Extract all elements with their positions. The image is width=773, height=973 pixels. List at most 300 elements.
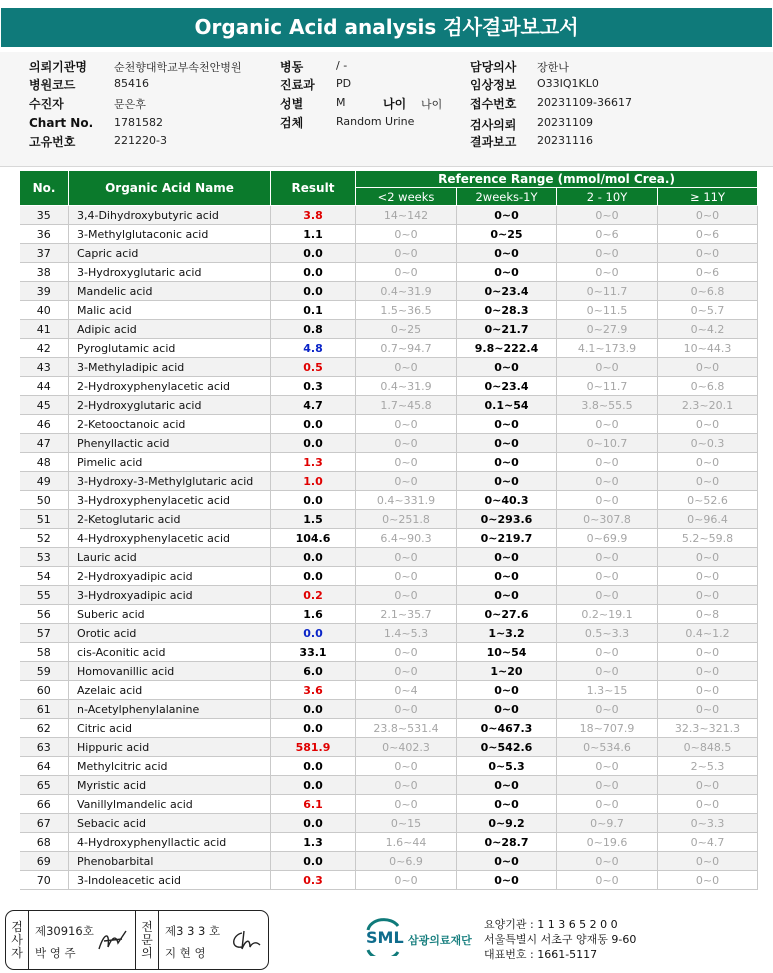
row-no: 67 (20, 814, 69, 833)
row-range-2weeks-1y: 0~0 (457, 358, 557, 377)
row-range-2-10y: 0~0 (557, 263, 658, 282)
row-result: 0.0 (271, 263, 356, 282)
row-range-2weeks-1y: 0~23.4 (457, 377, 557, 396)
table-row (20, 377, 758, 396)
row-range-11y: 0~0.3 (658, 434, 758, 453)
examiner-signature-icon (96, 927, 130, 953)
row-result: 6.0 (271, 662, 356, 681)
row-range-2weeks-1y: 1~20 (457, 662, 557, 681)
row-range-under-2-weeks: 0~0 (356, 643, 457, 662)
row-range-2-10y: 0~0 (557, 586, 658, 605)
patient-name-value: 문은후 (114, 98, 146, 111)
row-name: Lauric acid (69, 548, 271, 567)
row-name: Myristic acid (69, 776, 271, 795)
row-result: 1.1 (271, 225, 356, 244)
row-range-under-2-weeks: 0~0 (356, 871, 457, 890)
row-result: 0.3 (271, 871, 356, 890)
report-date-value: 20231116 (537, 134, 593, 147)
row-no: 55 (20, 586, 69, 605)
row-no: 58 (20, 643, 69, 662)
table-row (20, 719, 758, 738)
row-range-11y: 0~0 (658, 415, 758, 434)
row-range-under-2-weeks: 0.4~331.9 (356, 491, 457, 510)
row-range-11y: 0~0 (658, 871, 758, 890)
row-range-2-10y: 0~11.5 (557, 301, 658, 320)
row-range-11y: 0~6 (658, 225, 758, 244)
row-range-2-10y: 0~0 (557, 453, 658, 472)
row-range-11y: 32.3~321.3 (658, 719, 758, 738)
row-result: 0.2 (271, 586, 356, 605)
row-no: 59 (20, 662, 69, 681)
row-no: 38 (20, 263, 69, 282)
row-range-2-10y: 0~0 (557, 776, 658, 795)
row-range-2weeks-1y: 0~219.7 (457, 529, 557, 548)
report-title: Organic Acid analysis 검사결과보고서 (1, 8, 772, 47)
row-range-11y: 0~0 (658, 776, 758, 795)
row-range-2-10y: 0~0 (557, 567, 658, 586)
row-name: Sebacic acid (69, 814, 271, 833)
table-row (20, 681, 758, 700)
row-range-under-2-weeks: 0~402.3 (356, 738, 457, 757)
row-range-2-10y: 4.1~173.9 (557, 339, 658, 358)
row-range-2-10y: 0~0 (557, 548, 658, 567)
row-no: 45 (20, 396, 69, 415)
row-range-11y: 0.4~1.2 (658, 624, 758, 643)
table-row (20, 415, 758, 434)
table-row (20, 529, 758, 548)
dept-label: 진료과 (280, 78, 315, 92)
table-row (20, 301, 758, 320)
row-range-11y: 0~0 (658, 567, 758, 586)
row-range-2weeks-1y: 0~0 (457, 244, 557, 263)
row-range-2weeks-1y: 0~0 (457, 586, 557, 605)
header-range-11y: ≥ 11Y (658, 188, 758, 206)
row-range-2-10y: 0~0 (557, 358, 658, 377)
header-no: No. (20, 171, 69, 206)
hospital-code-label: 병원코드 (29, 78, 76, 92)
table-row (20, 624, 758, 643)
row-range-under-2-weeks: 0~0 (356, 662, 457, 681)
row-range-2weeks-1y: 0~0 (457, 434, 557, 453)
row-no: 70 (20, 871, 69, 890)
row-no: 63 (20, 738, 69, 757)
row-no: 57 (20, 624, 69, 643)
reviewer-signature-icon (228, 927, 262, 953)
patient-info-panel (0, 52, 773, 167)
table-row (20, 605, 758, 624)
table-row (20, 700, 758, 719)
specimen-value: Random Urine (336, 115, 415, 128)
sex-value: M (336, 96, 346, 109)
row-range-2weeks-1y: 0~0 (457, 472, 557, 491)
doctor-value: 장한나 (537, 61, 569, 74)
row-range-under-2-weeks: 0~0 (356, 415, 457, 434)
row-name: 3,4-Dihydroxybutyric acid (69, 206, 271, 225)
row-no: 50 (20, 491, 69, 510)
care-code: 요양기관 : 1 1 3 6 5 2 0 0 (484, 918, 618, 931)
ward-label: 병동 (280, 60, 304, 74)
table-row (20, 586, 758, 605)
institution-value: 순천향대학교부속천안병원 (114, 61, 242, 74)
row-range-2-10y: 0~9.7 (557, 814, 658, 833)
row-result: 1.3 (271, 453, 356, 472)
row-range-11y: 0~5.7 (658, 301, 758, 320)
row-range-2-10y: 1.3~15 (557, 681, 658, 700)
header-range-under-2-weeks: <2 weeks (356, 188, 457, 206)
row-no: 42 (20, 339, 69, 358)
row-name: 2-Ketoglutaric acid (69, 510, 271, 529)
row-range-2weeks-1y: 0~27.6 (457, 605, 557, 624)
footer (0, 906, 773, 973)
row-range-2weeks-1y: 0~0 (457, 206, 557, 225)
row-no: 65 (20, 776, 69, 795)
row-result: 0.0 (271, 757, 356, 776)
row-name: 3-Methyladipic acid (69, 358, 271, 377)
row-name: Phenobarbital (69, 852, 271, 871)
table-row (20, 852, 758, 871)
row-result: 0.8 (271, 320, 356, 339)
row-name: Capric acid (69, 244, 271, 263)
row-range-under-2-weeks: 14~142 (356, 206, 457, 225)
table-row (20, 491, 758, 510)
table-row (20, 814, 758, 833)
examiner-label: 검사자 (11, 920, 23, 960)
row-range-2-10y: 0~11.7 (557, 377, 658, 396)
clinical-label: 임상정보 (470, 78, 517, 92)
receipt-value: 20231109-36617 (537, 96, 632, 109)
row-range-2weeks-1y: 0~0 (457, 263, 557, 282)
row-range-under-2-weeks: 0~0 (356, 244, 457, 263)
row-range-under-2-weeks: 0~0 (356, 776, 457, 795)
specimen-label: 검체 (280, 116, 304, 130)
row-result: 1.6 (271, 605, 356, 624)
hospital-code-value: 85416 (114, 77, 149, 90)
table-row (20, 548, 758, 567)
table-row (20, 244, 758, 263)
row-range-2-10y: 0~0 (557, 871, 658, 890)
age-value: 나이 (421, 98, 443, 111)
row-result: 4.7 (271, 396, 356, 415)
header-name: Organic Acid Name (69, 171, 271, 206)
results-table (19, 170, 758, 890)
row-range-11y: 0~0 (658, 643, 758, 662)
row-no: 62 (20, 719, 69, 738)
row-result: 0.0 (271, 548, 356, 567)
row-range-2-10y: 0~307.8 (557, 510, 658, 529)
row-range-11y: 0~8 (658, 605, 758, 624)
table-row (20, 738, 758, 757)
row-range-under-2-weeks: 0~0 (356, 263, 457, 282)
org-name: 삼광의료재단 (408, 934, 472, 947)
row-name: Malic acid (69, 301, 271, 320)
reviewer-name: 지 현 영 (165, 946, 206, 960)
row-name: Suberic acid (69, 605, 271, 624)
row-range-11y: 5.2~59.8 (658, 529, 758, 548)
row-range-under-2-weeks: 1.4~5.3 (356, 624, 457, 643)
row-name: Citric acid (69, 719, 271, 738)
row-range-2-10y: 0~0 (557, 757, 658, 776)
table-row (20, 263, 758, 282)
row-name: Pimelic acid (69, 453, 271, 472)
row-range-under-2-weeks: 0~0 (356, 548, 457, 567)
row-result: 0.3 (271, 377, 356, 396)
row-name: cis-Aconitic acid (69, 643, 271, 662)
table-row (20, 206, 758, 225)
ward-value: / - (336, 59, 348, 72)
row-range-2weeks-1y: 0~9.2 (457, 814, 557, 833)
row-range-2weeks-1y: 0~5.3 (457, 757, 557, 776)
row-range-11y: 0~52.6 (658, 491, 758, 510)
row-name: Orotic acid (69, 624, 271, 643)
row-range-2weeks-1y: 0~0 (457, 567, 557, 586)
row-no: 64 (20, 757, 69, 776)
row-result: 0.0 (271, 719, 356, 738)
row-no: 52 (20, 529, 69, 548)
row-no: 37 (20, 244, 69, 263)
request-value: 20231109 (537, 116, 593, 129)
row-range-11y: 0~848.5 (658, 738, 758, 757)
row-name: 3-Hydroxyphenylacetic acid (69, 491, 271, 510)
row-no: 51 (20, 510, 69, 529)
row-name: 4-Hydroxyphenylacetic acid (69, 529, 271, 548)
row-result: 104.6 (271, 529, 356, 548)
row-range-under-2-weeks: 0.4~31.9 (356, 377, 457, 396)
row-result: 0.0 (271, 244, 356, 263)
row-range-under-2-weeks: 0.7~94.7 (356, 339, 457, 358)
row-range-11y: 0~0 (658, 472, 758, 491)
row-range-2-10y: 0~0 (557, 795, 658, 814)
row-range-2weeks-1y: 1~3.2 (457, 624, 557, 643)
header-reference: Reference Range (mmol/mol Crea.) (356, 171, 758, 188)
row-name: Azelaic acid (69, 681, 271, 700)
row-range-2weeks-1y: 10~54 (457, 643, 557, 662)
row-range-11y: 0~4.7 (658, 833, 758, 852)
row-name: 2-Ketooctanoic acid (69, 415, 271, 434)
row-no: 61 (20, 700, 69, 719)
table-row (20, 776, 758, 795)
table-row (20, 396, 758, 415)
table-row (20, 472, 758, 491)
row-result: 0.0 (271, 700, 356, 719)
row-no: 47 (20, 434, 69, 453)
request-label: 검사의뢰 (470, 118, 517, 132)
unique-no-value: 221220-3 (114, 134, 167, 147)
row-result: 1.5 (271, 510, 356, 529)
table-row (20, 662, 758, 681)
row-range-11y: 0~0 (658, 206, 758, 225)
row-range-11y: 0~0 (658, 244, 758, 263)
row-result: 0.0 (271, 415, 356, 434)
row-range-11y: 0~96.4 (658, 510, 758, 529)
row-no: 66 (20, 795, 69, 814)
row-range-2weeks-1y: 0~0 (457, 776, 557, 795)
row-name: 2-Hydroxyphenylacetic acid (69, 377, 271, 396)
row-range-under-2-weeks: 2.1~35.7 (356, 605, 457, 624)
row-range-11y: 2~5.3 (658, 757, 758, 776)
patient-label: 수진자 (29, 97, 64, 111)
row-range-2-10y: 0~0 (557, 244, 658, 263)
chart-value: 1781582 (114, 116, 163, 129)
row-range-2-10y: 0~0 (557, 643, 658, 662)
examiner-id: 제30916호 (35, 924, 94, 938)
phone: 대표번호 : 1661-5117 (484, 948, 598, 961)
row-range-2weeks-1y: 0~23.4 (457, 282, 557, 301)
row-name: Mandelic acid (69, 282, 271, 301)
table-row (20, 871, 758, 890)
row-result: 0.0 (271, 852, 356, 871)
row-no: 48 (20, 453, 69, 472)
row-name: 2-Hydroxyglutaric acid (69, 396, 271, 415)
table-row (20, 643, 758, 662)
row-range-2-10y: 0~6 (557, 225, 658, 244)
row-name: 2-Hydroxyadipic acid (69, 567, 271, 586)
row-no: 46 (20, 415, 69, 434)
chart-label: Chart No. (29, 116, 94, 130)
row-range-2-10y: 0.5~3.3 (557, 624, 658, 643)
row-range-under-2-weeks: 0~0 (356, 453, 457, 472)
row-range-2-10y: 0~0 (557, 852, 658, 871)
row-name: n-Acetylphenylalanine (69, 700, 271, 719)
row-range-2-10y: 0~19.6 (557, 833, 658, 852)
row-name: 3-Hydroxy-3-Methylglutaric acid (69, 472, 271, 491)
row-no: 54 (20, 567, 69, 586)
table-row (20, 795, 758, 814)
row-no: 56 (20, 605, 69, 624)
row-result: 6.1 (271, 795, 356, 814)
row-result: 0.5 (271, 358, 356, 377)
row-name: Pyroglutamic acid (69, 339, 271, 358)
row-range-under-2-weeks: 0~6.9 (356, 852, 457, 871)
row-result: 0.0 (271, 491, 356, 510)
row-no: 49 (20, 472, 69, 491)
row-range-2weeks-1y: 0~0 (457, 415, 557, 434)
row-range-under-2-weeks: 0.4~31.9 (356, 282, 457, 301)
row-result: 0.0 (271, 776, 356, 795)
examiner-name: 박 영 주 (35, 946, 76, 960)
row-range-under-2-weeks: 0~0 (356, 567, 457, 586)
table-row (20, 567, 758, 586)
row-no: 41 (20, 320, 69, 339)
signature-box (5, 910, 269, 970)
table-row (20, 434, 758, 453)
unique-no-label: 고유번호 (29, 135, 76, 149)
row-range-2-10y: 0~69.9 (557, 529, 658, 548)
row-range-2-10y: 0~27.9 (557, 320, 658, 339)
row-result: 581.9 (271, 738, 356, 757)
row-result: 4.8 (271, 339, 356, 358)
row-no: 40 (20, 301, 69, 320)
row-no: 60 (20, 681, 69, 700)
row-result: 0.0 (271, 282, 356, 301)
row-name: 3-Methylglutaconic acid (69, 225, 271, 244)
row-name: 3-Hydroxyglutaric acid (69, 263, 271, 282)
row-range-2-10y: 3.8~55.5 (557, 396, 658, 415)
row-name: Hippuric acid (69, 738, 271, 757)
row-range-11y: 0~0 (658, 795, 758, 814)
row-range-11y: 0~4.2 (658, 320, 758, 339)
table-row (20, 282, 758, 301)
row-range-2weeks-1y: 0~28.7 (457, 833, 557, 852)
header-range-2weeks-1y: 2weeks-1Y (457, 188, 557, 206)
row-range-under-2-weeks: 1.6~44 (356, 833, 457, 852)
row-range-2weeks-1y: 0~467.3 (457, 719, 557, 738)
age-label: 나이 (383, 97, 407, 111)
row-range-2-10y: 0~0 (557, 662, 658, 681)
table-row (20, 339, 758, 358)
row-range-2-10y: 0~0 (557, 700, 658, 719)
row-range-11y: 0~3.3 (658, 814, 758, 833)
row-range-2weeks-1y: 0~0 (457, 871, 557, 890)
row-range-11y: 0~0 (658, 681, 758, 700)
row-range-under-2-weeks: 0~0 (356, 700, 457, 719)
dept-value: PD (336, 77, 352, 90)
row-range-under-2-weeks: 0~4 (356, 681, 457, 700)
row-range-11y: 0~6.8 (658, 377, 758, 396)
row-name: 3-Indoleacetic acid (69, 871, 271, 890)
row-no: 36 (20, 225, 69, 244)
row-range-under-2-weeks: 0~0 (356, 225, 457, 244)
table-row (20, 833, 758, 852)
row-no: 35 (20, 206, 69, 225)
row-name: Vanillylmandelic acid (69, 795, 271, 814)
reviewer-label: 전문의 (141, 920, 153, 960)
table-row (20, 453, 758, 472)
row-range-2-10y: 0~11.7 (557, 282, 658, 301)
row-no: 53 (20, 548, 69, 567)
row-range-under-2-weeks: 0~15 (356, 814, 457, 833)
row-result: 3.8 (271, 206, 356, 225)
table-row (20, 510, 758, 529)
row-range-11y: 0~0 (658, 852, 758, 871)
table-row (20, 757, 758, 776)
row-range-11y: 2.3~20.1 (658, 396, 758, 415)
address: 서울특별시 서초구 양재동 9-60 (484, 933, 637, 946)
receipt-label: 접수번호 (470, 97, 517, 111)
row-range-11y: 0~0 (658, 548, 758, 567)
row-range-under-2-weeks: 0~0 (356, 358, 457, 377)
row-range-under-2-weeks: 0~25 (356, 320, 457, 339)
row-range-under-2-weeks: 0~0 (356, 586, 457, 605)
row-range-2weeks-1y: 9.8~222.4 (457, 339, 557, 358)
row-range-2-10y: 0~0 (557, 472, 658, 491)
table-row (20, 358, 758, 377)
sml-logo (362, 916, 482, 960)
row-name: 3-Hydroxyadipic acid (69, 586, 271, 605)
row-range-2weeks-1y: 0~542.6 (457, 738, 557, 757)
row-name: Phenyllactic acid (69, 434, 271, 453)
table-row (20, 320, 758, 339)
row-no: 43 (20, 358, 69, 377)
row-range-under-2-weeks: 0~251.8 (356, 510, 457, 529)
row-range-2weeks-1y: 0~0 (457, 548, 557, 567)
row-range-2weeks-1y: 0~28.3 (457, 301, 557, 320)
sex-label: 성별 (280, 97, 304, 111)
row-range-2weeks-1y: 0~25 (457, 225, 557, 244)
row-name: Adipic acid (69, 320, 271, 339)
row-range-2weeks-1y: 0~0 (457, 681, 557, 700)
row-result: 1.0 (271, 472, 356, 491)
row-range-2-10y: 0~534.6 (557, 738, 658, 757)
row-range-11y: 0~6 (658, 263, 758, 282)
row-no: 39 (20, 282, 69, 301)
row-range-2weeks-1y: 0~40.3 (457, 491, 557, 510)
row-range-11y: 0~0 (658, 358, 758, 377)
row-range-11y: 0~0 (658, 700, 758, 719)
row-range-under-2-weeks: 0~0 (356, 434, 457, 453)
row-result: 0.0 (271, 814, 356, 833)
row-range-2weeks-1y: 0~0 (457, 795, 557, 814)
header-result: Result (271, 171, 356, 206)
